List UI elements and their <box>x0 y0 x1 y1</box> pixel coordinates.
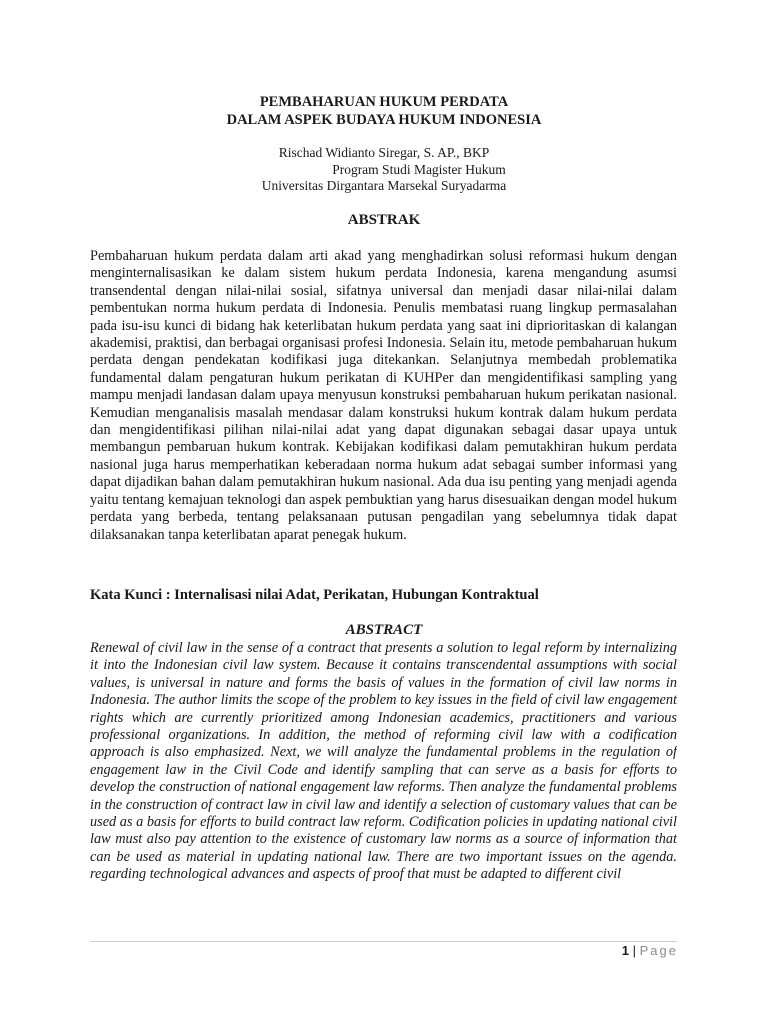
page-separator: | <box>632 943 636 958</box>
page-label: Page <box>639 943 678 958</box>
abstrak-paragraph: Pembaharuan hukum perdata dalam arti akad yang menghadirkan solusi reformasi hukum dengan menginternalisasikan ke dalam sistem hukum perdata Indonesia, karena mengandung asumsi transendental dengan nilai-nilai sosial, sifatnya universal dan menjadi dasar nilai-nilai dalam pembentukan norma hukum perdata di Indonesia. Penulis membatasi ruang lingkup permasalahan pada isu-isu kunci di bidang hak keterlibatan hukum perdata yang saat ini diprioritaskan di kalangan akademisi, praktisi, dan berbagai organisasi profesi Indonesia. Selain itu, metode pembaharuan hukum perdata dengan pendekatan kodifikasi juga ditekankan. Selanjutnya membedah problematika fundamental dalam pengaturan hukum perikatan di KUHPer dan mengidentifikasi sampling yang mampu menjadi landasan dalam upaya menyusun konstruksi pembaharuan hukum perikatan nasional. Kemudian menganalisis masalah mendasar dalam konstruksi hukum kontrak dalam hukum perdata dan mengidentifikasi pilihan nilai-nilai adat yang dapat digunakan sebagai dasar upaya untuk membangun pembaruan hukum kontrak. Kebijakan kodifikasi dalam pemutakhiran hukum perdata nasional juga harus memperhatikan keberadaan norma hukum adat sebagai sumber informasi yang dapat dijadikan bahan dalam pemutakhiran hukum nasional. Ada dua isu penting yang menjadi agenda yaitu tentang kemajuan teknologi dan aspek pembuktian yang harus disesuaikan dengan model hukum perdata yang berbeda, tentang pelaksanaan putusan pengadilan yang sebelumnya tidak dapat dilaksanakan tanpa keterlibatan aparat penegak hukum. <box>90 248 677 543</box>
abstrak-heading: ABSTRAK <box>347 212 421 228</box>
page-number: 1 <box>621 943 629 958</box>
title-line-1: PEMBAHARUAN HUKUM PERDATA <box>259 94 509 110</box>
footer-divider <box>90 941 677 942</box>
abstract-heading: ABSTRACT <box>345 622 423 638</box>
abstract-paragraph: Renewal of civil law in the sense of a contract that presents a solution to legal reform by internalizing it into the Indonesian civil law system. Because it contains transcendental assumptions with social values, is universal in nature and forms the basis of values in the formation of civil law norms in Indonesia. The author limits the scope of the problem to key issues in the field of civil law engagement rights which are currently prioritized among Indonesian academics, practitioners and various professional organizations. In addition, the method of reforming civil law with a codification approach is also emphasized. Next, we will analyze the fundamental problems in the regulation of engagement law in the Civil Code and identify sampling that can serve as a basis for efforts to develop the construction of national engagement law reforms. Then analyze the fundamental problems in the construction of contract law in civil law and identify a selection of customary values that can be used as a basis for efforts to build contract law reform. Codification policies in updating national civil law must also pay attention to the existence of customary law norms as a source of information that can be used as material in updating national law. There are two important issues on the agenda. regarding technological advances and aspects of proof that must be adapted to different civil <box>90 640 677 883</box>
author-name: Rischad Widianto Siregar, S. AP., BKP <box>278 145 490 160</box>
author-university: Universitas Dirgantara Marsekal Suryadarma <box>261 178 507 193</box>
author-program: Program Studi Magister Hukum <box>332 161 506 177</box>
title-line-2: DALAM ASPEK BUDAYA HUKUM INDONESIA <box>226 112 542 128</box>
keywords: Kata Kunci : Internalisasi nilai Adat, Perikatan, Hubungan Kontraktual <box>90 587 539 603</box>
page-footer <box>622 943 678 958</box>
author-block <box>0 145 768 195</box>
